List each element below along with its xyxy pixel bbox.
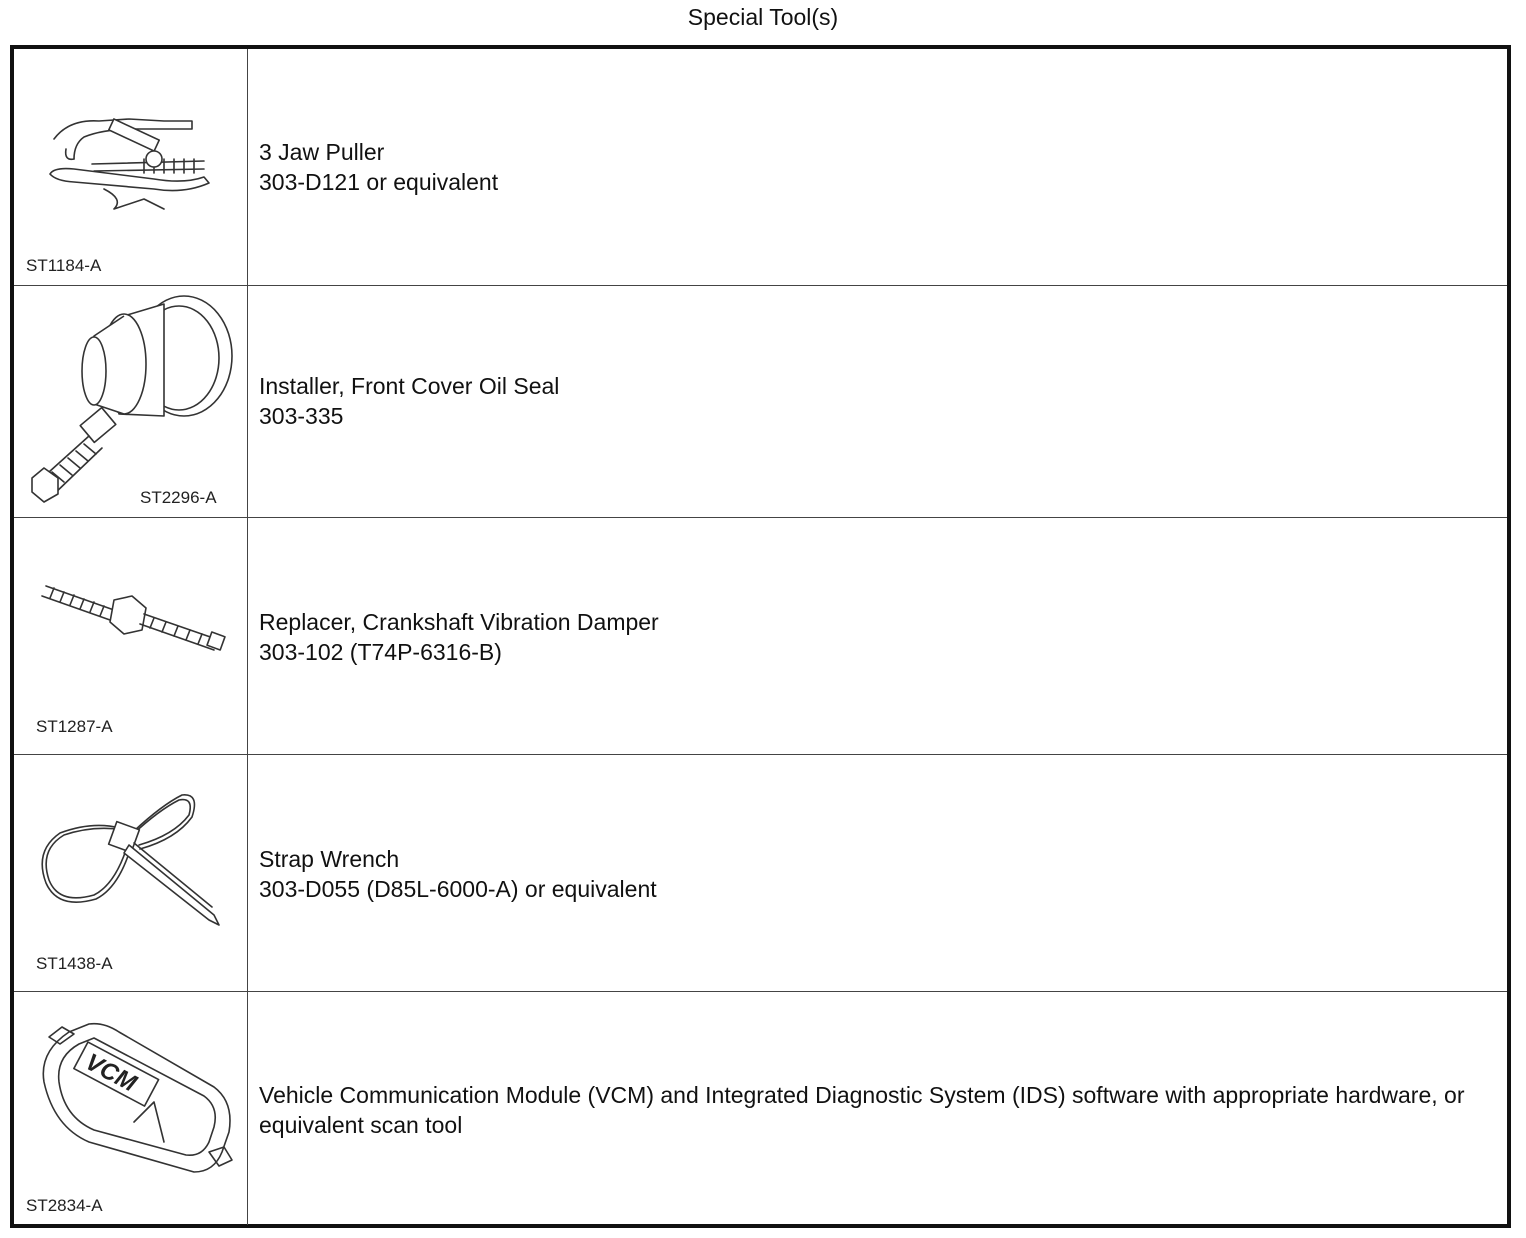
special-tools-table	[10, 45, 1511, 1228]
tool-part-number: 303-102 (T74P-6316-B)	[259, 639, 502, 665]
table-row	[14, 992, 1507, 1225]
table-row	[14, 755, 1507, 992]
tool-code: ST1438-A	[36, 954, 113, 973]
page-title: Special Tool(s)	[687, 4, 839, 30]
tool-image-cell	[14, 755, 248, 991]
tool-description	[259, 1080, 1467, 1140]
tool-description	[259, 844, 1467, 904]
vcm-module-icon	[14, 992, 248, 1225]
tool-part-number: 303-D055 (D85L-6000-A) or equivalent	[259, 876, 657, 902]
tool-code: ST1287-A	[36, 717, 113, 736]
tool-image-cell	[14, 286, 248, 517]
tool-part-number: 303-D121 or equivalent	[259, 169, 499, 195]
oil-seal-installer-icon	[14, 286, 248, 518]
tool-code: ST2296-A	[140, 488, 217, 507]
vcm-logo: VCM	[80, 1048, 141, 1098]
tool-image-cell	[14, 992, 248, 1225]
tool-image-cell	[14, 518, 248, 754]
tool-name: 3 Jaw Puller	[259, 139, 385, 165]
tool-image-cell	[14, 49, 248, 285]
tool-code: ST1184-A	[26, 256, 102, 275]
tool-name: Installer, Front Cover Oil Seal	[259, 373, 560, 399]
tool-description	[259, 137, 1467, 197]
tool-description	[259, 371, 1467, 431]
table-row	[14, 49, 1507, 286]
tool-name: Vehicle Communication Module (VCM) and Integrated Diagnostic System (IDS) software with appropriate hardware, or equivalent scan tool	[259, 1082, 1465, 1138]
table-row	[14, 518, 1507, 755]
tool-part-number: 303-335	[259, 403, 344, 429]
table-row	[14, 286, 1507, 518]
three-jaw-puller-icon	[14, 49, 248, 286]
tool-name: Strap Wrench	[259, 846, 400, 872]
tool-code: ST2834-A	[26, 1196, 103, 1215]
tool-description	[259, 607, 1467, 667]
tool-name: Replacer, Crankshaft Vibration Damper	[259, 609, 659, 635]
